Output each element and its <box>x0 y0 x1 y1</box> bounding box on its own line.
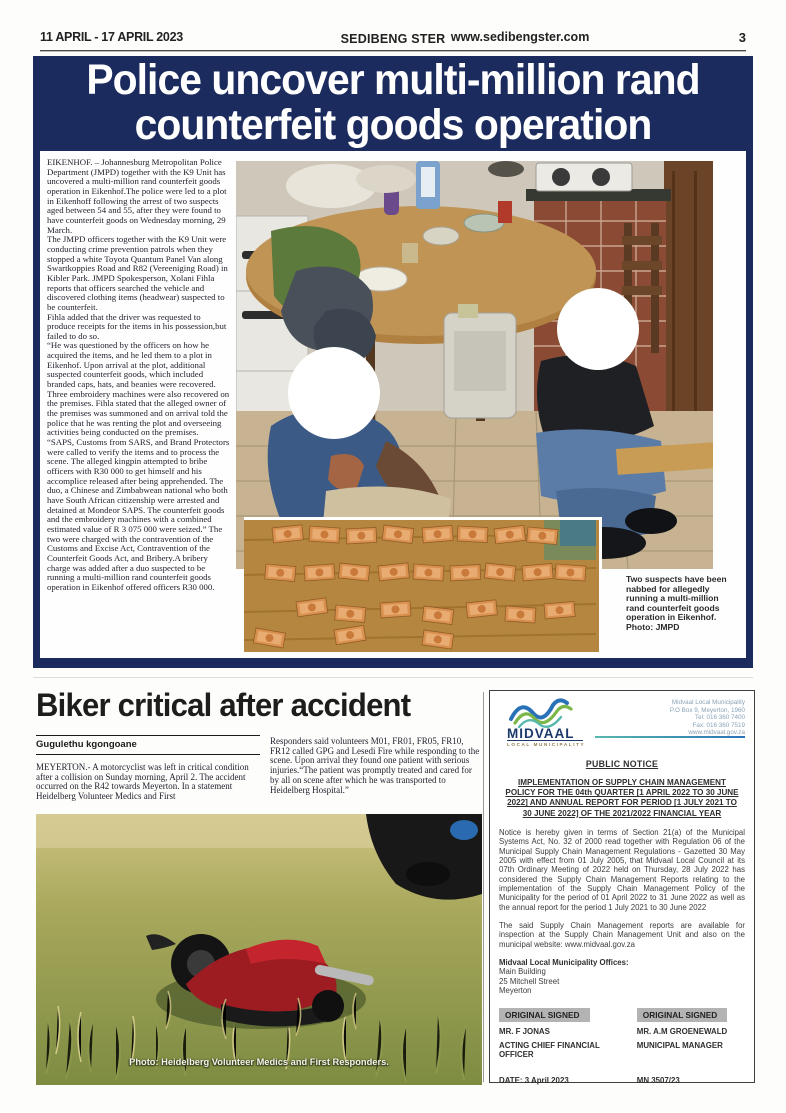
face-blur-circle <box>557 288 639 370</box>
lead-paragraph: “He was questioned by the officers on how he acquired the items, and he led them to a plot in Eikenhof. Upon arrival at the plot, additional suspected counterfeit goods, which included branded caps, hats, and beanies were recovered. Three embroidery machines were also recovered on the premises. Fihla stated that the alleged owner of the premises was summoned and on arrival told the police that he was renting the plot and overseeing activities being conducted on the premises. <box>47 340 230 438</box>
lead-paragraph: The JMPD officers together with the K9 Unit were conducting crime prevention patrols when they stopped a white Toyota Quantum Panel Van along Swartkoppies Road and R82 (Vereeniging Road) in Kibler Park. JMPD Spokesperson, Xolani Fihla reports that officers searched the vehicle and discovered clothing items (headwear) suspected to be counterfeit. <box>47 234 228 312</box>
offices-line: Meyerton <box>499 985 532 995</box>
notice-body-paragraph-2: The said Supply Chain Management reports are available for inspection at the Supply Chain Management Unit and also on the municipal website: www.midvaal.gov.za <box>499 920 745 949</box>
midvaal-logo-subtitle: LOCAL MUNICIPALITY <box>507 742 586 747</box>
hot-plate <box>536 163 632 191</box>
biker-headline: Biker critical after accident <box>36 687 411 723</box>
lead-article-box <box>33 56 753 668</box>
face-blur-circle <box>288 347 380 439</box>
lead-paragraph: EIKENHOF. – Johannesburg Metropolitan Police Department (JMPD) together with the K9 Unit has uncovered a multi-million rand counterfeit goods operation in Eikenhof.The police were led to a plot in Eikenhoff following the arrest of two suspects aged between 54 and 55, after they were found to have counterfeit goods on Wednesday morning, 29 March. <box>47 157 227 235</box>
notice-date: DATE: 3 April 2023 <box>499 1075 569 1085</box>
offices-line: Main Building <box>499 967 546 977</box>
biker-photo-credit: Photo: Heidelberg Volunteer Medics and First Responders. <box>129 1057 389 1067</box>
midvaal-logo <box>499 697 591 747</box>
letterhead-rule <box>595 736 745 739</box>
lead-headline-line1: Police uncover multi-million rand <box>86 56 700 104</box>
signature-left <box>499 1005 620 1060</box>
original-signed-stamp: ORIGINAL SIGNED <box>499 1008 590 1022</box>
offices-line: 25 Mitchell Street <box>499 976 560 986</box>
pot <box>488 161 524 177</box>
offices-heading: Midvaal Local Municipality Offices: <box>499 957 629 967</box>
accident-photo-illustration <box>36 814 482 1085</box>
lead-headline-line2: counterfeit goods operation <box>134 101 652 149</box>
notice-footer <box>499 1076 745 1085</box>
lead-paragraph: Fihla added that the driver was requested to produce receipts for the items in his possession,but failed to do so. <box>47 311 227 341</box>
offices-block <box>499 958 745 995</box>
signatory-name: MR. F JONAS <box>499 1027 550 1037</box>
lead-article-body-panel <box>40 151 746 658</box>
section-divider-rule <box>33 677 753 678</box>
suspects-kitchen-photo <box>236 161 713 569</box>
signatory-title: MUNICIPAL MANAGER <box>636 1040 723 1050</box>
lead-headline <box>51 58 735 148</box>
public-notice-label: PUBLIC NOTICE <box>585 759 659 769</box>
jerry-can <box>444 304 516 418</box>
red-can <box>498 201 512 223</box>
public-notice-box <box>489 690 755 1083</box>
kitchen-photo-illustration <box>236 161 713 569</box>
publication-title: SEDIBENG STER <box>340 32 446 46</box>
address-line: Tel: 016 360 7400 <box>694 714 745 722</box>
page-number: 3 <box>738 30 746 45</box>
publication-website: www.sedibengster.com <box>450 30 590 44</box>
signatory-name: MR. A.M GROENEWALD <box>636 1027 728 1037</box>
signature-right <box>637 1005 745 1060</box>
edition-date: 11 APRIL - 17 APRIL 2023 <box>40 30 183 44</box>
motorcycle-accident-photo <box>36 814 482 1085</box>
masthead <box>40 30 746 50</box>
notice-number: MN 3507/23 <box>636 1075 680 1085</box>
lead-photo-caption: Two suspects have been nabbed for allegedly running a multi-million rand counterfeit goods operation in Eikenhof. Photo: JMPD <box>626 574 727 632</box>
biker-column-2: Responders said volunteers M01, FR01, FR05, FR10, FR12 called GPG and Lesedi Fire while responding to the scene. Upon arrival they found one patient with serious injuries.“The patient was promptly treated and cared for by all on scene after which he was transported to Heidelberg Hospital.” <box>270 736 480 795</box>
address-line: Fax: 016 360 7519 <box>692 721 745 729</box>
counterfeit-money-photo <box>244 517 602 655</box>
municipality-address <box>670 699 745 737</box>
signature-row <box>499 1005 745 1060</box>
midvaal-logo-name: MIDVAAL <box>507 726 575 741</box>
money-photo-illustration <box>244 520 596 652</box>
lead-article-text <box>47 158 231 593</box>
biker-column-1: MEYERTON.- A motorcyclist was left in critical condition after a collision on Sunday morning, April 2. The accident occurred on the R42 towards Meyerton. In a statement Heidelberg Volunteer Medics and First <box>36 762 249 802</box>
biker-byline: Gugulethu kgongoane <box>36 735 260 755</box>
column-divider-rule <box>483 692 484 1082</box>
notice-subject: IMPLEMENTATION OF SUPPLY CHAIN MANAGEMENT POLICY FOR THE 04th QUARTER [1 APRIL 2022 TO 30 JUNE 2022] AND ANNUAL REPORT FOR PERIOD [1 JULY 2021 TO 30 JUNE 2022] OF THE 2021/2022 FINANCIAL YEAR <box>505 778 739 818</box>
masthead-rule <box>40 50 746 52</box>
signatory-title: ACTING CHIEF FINANCIAL OFFICER <box>499 1040 600 1060</box>
notice-body-paragraph-1: Notice is hereby given in terms of Section 21(a) of the Municipal Systems Act, No. 32 of 2000 read together with Regulation 06 of the Municipal Supply Chain Management Regulations - Gazetted 30 May 2005 with effect from 01 July 2005, that Midvaal Local Council at its 07th Ordinary Meeting of 2022 held on Thursday, 28 July 2022 has considered the Supply Chain Management Reports relating to the implementation of the Supply Chain Management Policy of the Municipality for the period of 01 April 2022 to 31 June 2022 as well as the annual report for the period 1 July 2021 to 30 June 2022 <box>499 827 745 912</box>
original-signed-stamp: ORIGINAL SIGNED <box>637 1008 728 1022</box>
address-line: P.O Box 9, Meyerton, 1960 <box>669 706 745 714</box>
address-line: www.midvaal.gov.za <box>688 729 745 737</box>
notice-letterhead <box>499 697 745 749</box>
address-line: Midvaal Local Municipality <box>671 699 745 706</box>
lead-paragraph: “SAPS, Customs from SARS, and Brand Protectors were called to verify the items and to process the scene. The alleged kingpin attempted to bribe officers with R30 000 to get himself and his accomplice released after being apprehended. The duo, a Chinese and Zimbabwean national who both have South African citizenship were arrested and detained at Mondeor SAPS. The counterfeit goods and the embroidery machines with a combined estimated value of R 3 075 000 were seized.” The two were charged with the contravention of the Customs and Excise Act, Contravention of the Counterfeit Goods Act, and Bribery.A bribery charge was added after a duo suspected to be running a multi-million rand counterfeit goods operation in Eikenhof offered officers R30 000. <box>47 437 230 592</box>
